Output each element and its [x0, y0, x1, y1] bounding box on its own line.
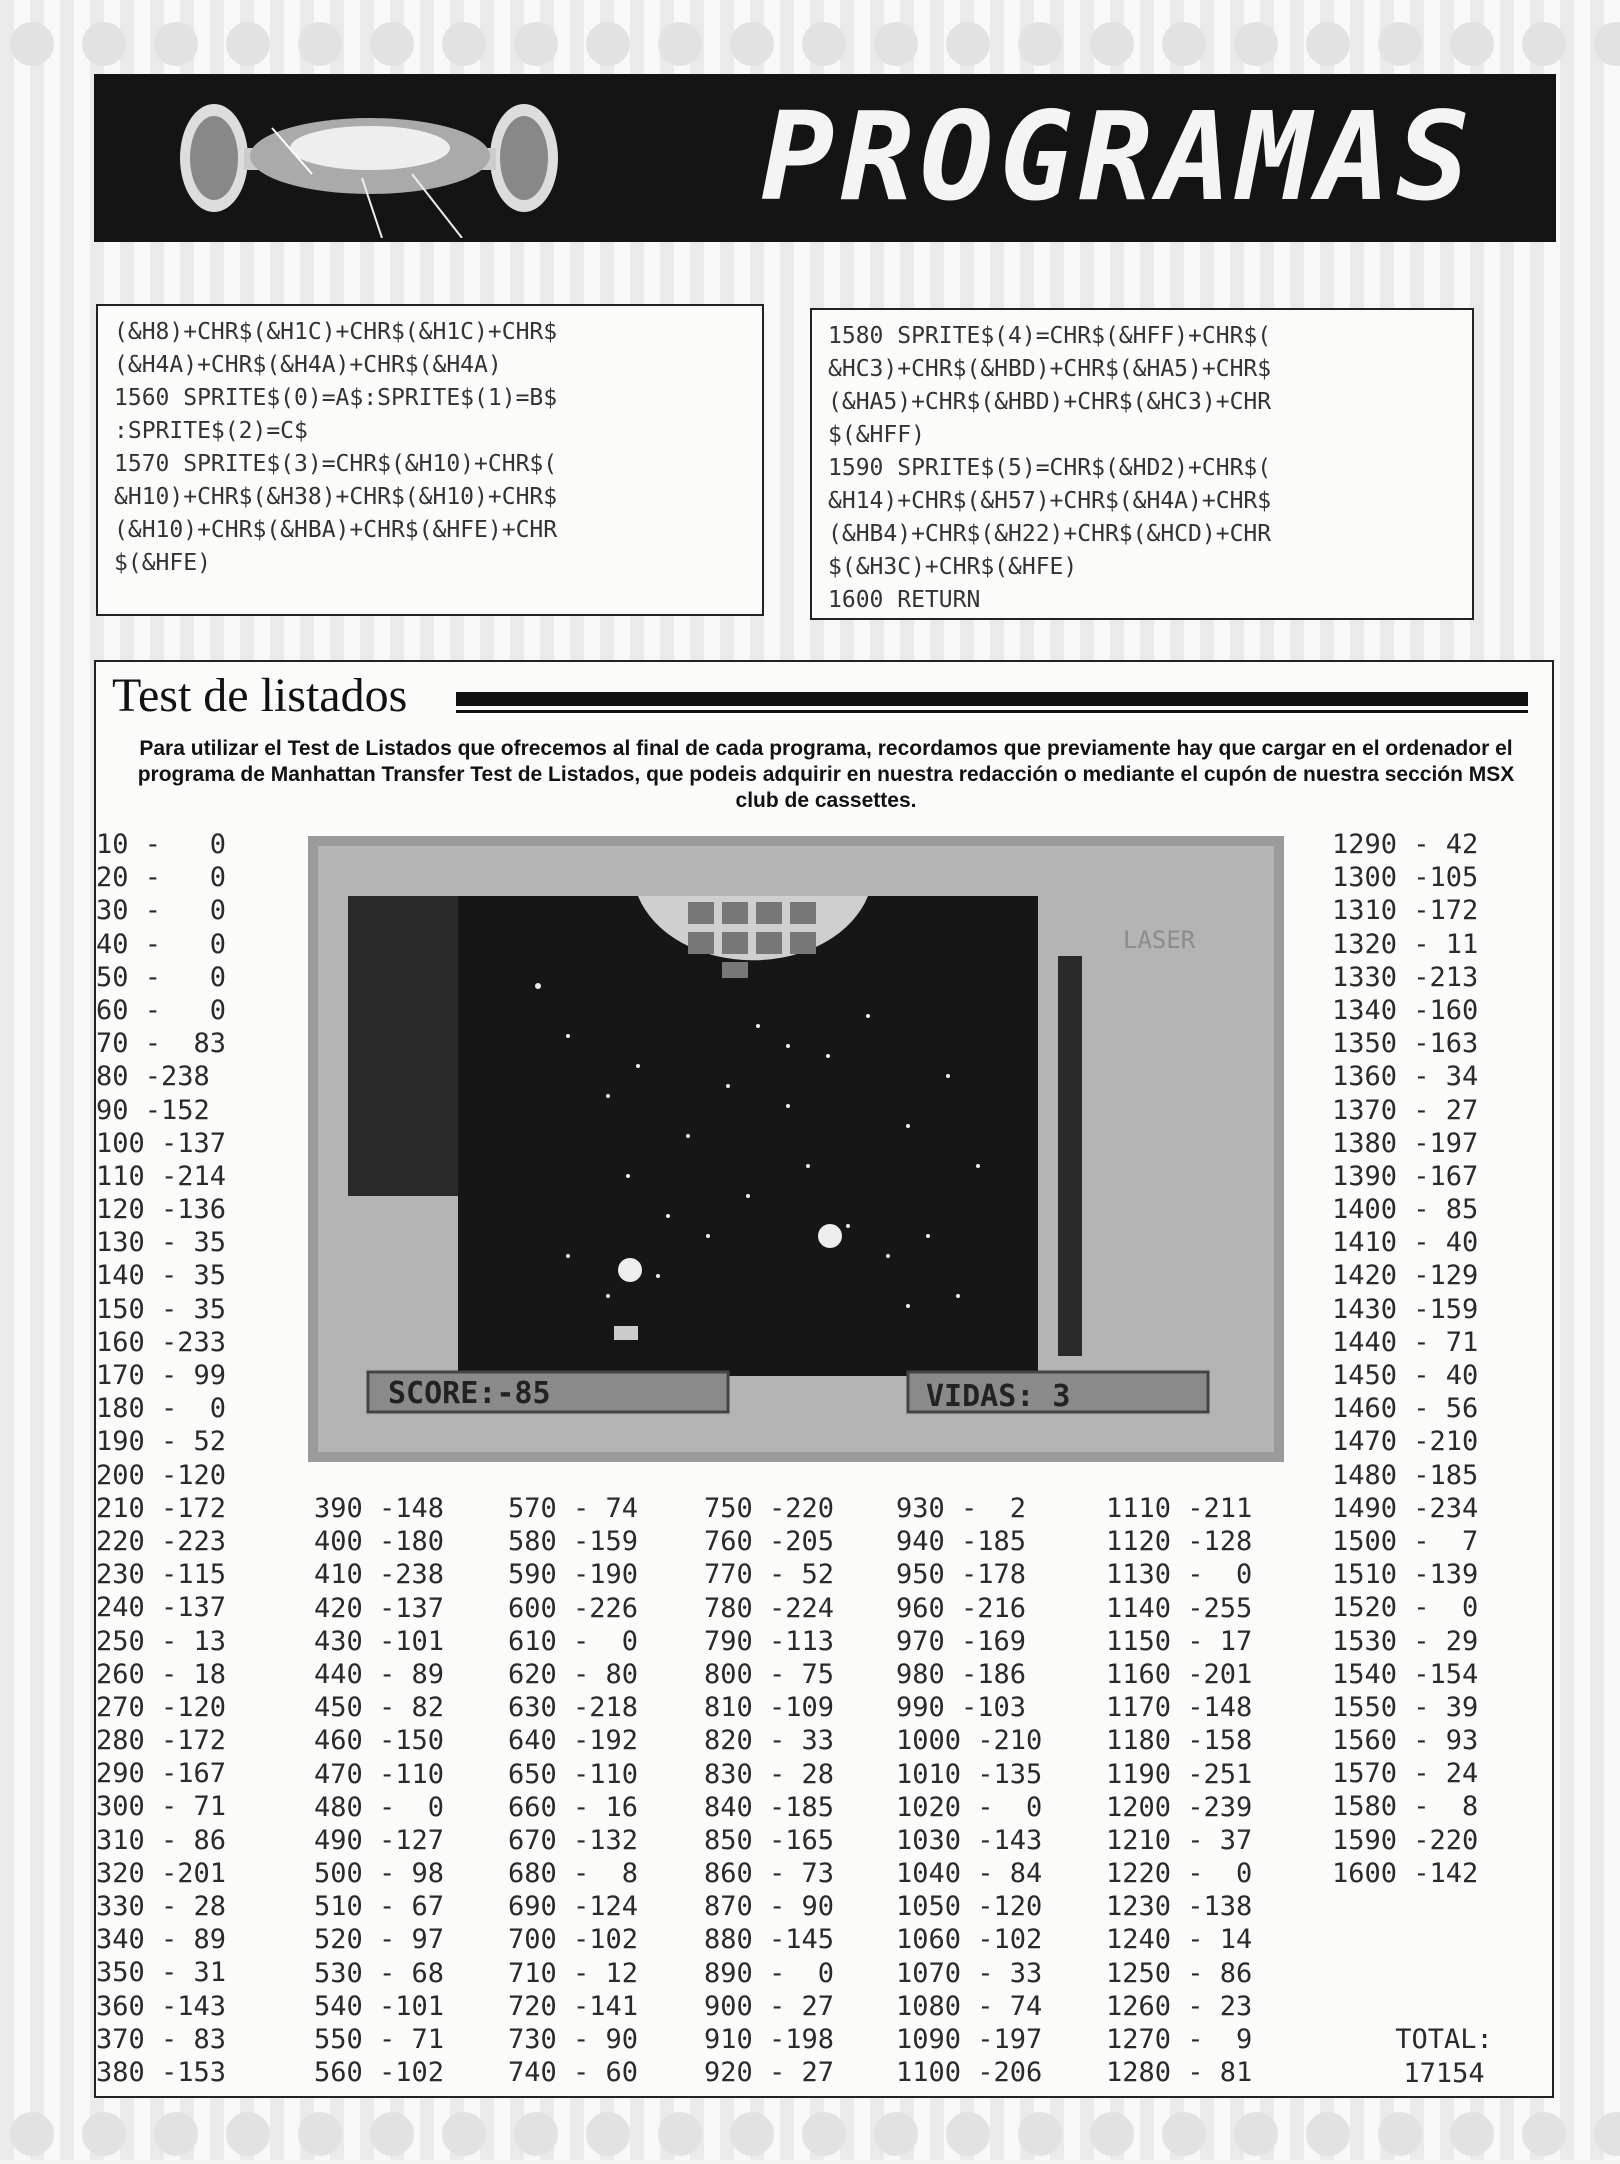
- checksum-row: 770 - 52: [704, 1559, 835, 1591]
- decorative-dot: [1234, 22, 1278, 66]
- checksum-row: 190 - 52: [96, 1426, 227, 1458]
- checksum-row: 1460 - 56: [1332, 1393, 1479, 1425]
- decorative-dot: [370, 22, 414, 66]
- code-line: (&HB4)+CHR$(&H22)+CHR$(&HCD)+CHR: [828, 521, 1272, 547]
- checksum-row: 570 - 74: [508, 1493, 639, 1524]
- checksum-row: 490 -127: [314, 1824, 445, 1856]
- checksum-row: 1550 - 39: [1332, 1691, 1479, 1723]
- title-rule-thin: [456, 710, 1528, 713]
- checksum-row: 1350 -163: [1332, 1028, 1479, 1060]
- checksum-row: 10 - 0: [96, 829, 227, 860]
- code-line: $(&HFF): [828, 422, 925, 448]
- checksum-row: 890 - 0: [704, 1957, 835, 1989]
- checksum-row: 1410 - 40: [1332, 1227, 1479, 1259]
- checksum-row: 1190 -251: [1106, 1758, 1253, 1790]
- checksum-row: 820 - 33: [704, 1725, 835, 1757]
- decorative-dot: [154, 2112, 198, 2156]
- decorative-dot: [1306, 2112, 1350, 2156]
- checksum-row: 1560 - 93: [1332, 1725, 1479, 1757]
- checksum-row: 100 -137: [96, 1127, 227, 1159]
- checksum-row: 1430 -159: [1332, 1293, 1479, 1325]
- decorative-dot: [586, 22, 630, 66]
- checksum-row: 260 - 18: [96, 1658, 227, 1690]
- checksum-row: 1310 -172: [1332, 895, 1479, 927]
- checksum-row: 350 - 31: [96, 1957, 227, 1989]
- checksum-row: 480 - 0: [314, 1791, 445, 1823]
- checksum-row: 840 -185: [704, 1791, 835, 1823]
- checksum-row: 1510 -139: [1332, 1559, 1479, 1591]
- decorative-dot: [802, 22, 846, 66]
- decorative-dot: [1306, 22, 1350, 66]
- intro-paragraph: Para utilizar el Test de Listados que ofrecemos al final de cada programa, recordamos que previamente hay que cargar en el ordenador el programa de Manhattan Transfer Test de Listados, que podeis adquirir en nuestra redacción o mediante el cupón de nuestra sección MSX club de cassettes.: [137, 737, 1515, 812]
- checksum-row: 1330 -213: [1332, 961, 1479, 993]
- checksum-row: 140 - 35: [96, 1260, 227, 1292]
- decorative-dot: [586, 2112, 630, 2156]
- checksum-row: 880 -145: [704, 1924, 835, 1956]
- decorative-dot: [1090, 2112, 1134, 2156]
- checksum-row: 970 -169: [896, 1625, 1027, 1657]
- checksum-row: 590 -190: [508, 1559, 639, 1591]
- checksum-row: 220 -223: [96, 1525, 227, 1557]
- checksum-row: 280 -172: [96, 1725, 227, 1757]
- decorative-dot: [82, 2112, 126, 2156]
- checksum-row: 1260 - 23: [1106, 1990, 1253, 2022]
- laser-label: LASER: [1123, 926, 1196, 954]
- checksum-row: 170 - 99: [96, 1360, 227, 1391]
- decorative-dot: [442, 2112, 486, 2156]
- checksum-row: 1040 - 84: [896, 1858, 1043, 1890]
- total-label: TOTAL:: [1395, 2024, 1493, 2055]
- checksum-row: 1140 -255: [1106, 1592, 1253, 1624]
- code-listing-left: [96, 304, 764, 616]
- decorative-dot: [802, 2112, 846, 2156]
- checksum-row: 940 -185: [896, 1526, 1027, 1558]
- checksum-row: 1180 -158: [1106, 1725, 1253, 1757]
- checksum-row: 150 - 35: [96, 1293, 227, 1325]
- code-line: 1560 SPRITE$(0)=A$:SPRITE$(1)=B$: [114, 385, 558, 411]
- decorative-dot: [1450, 22, 1494, 66]
- checksum-row: 930 - 2: [896, 1493, 1027, 1524]
- decorative-dot: [946, 22, 990, 66]
- checksum-row: 680 - 8: [508, 1858, 639, 1890]
- checksum-row: 710 - 12: [508, 1957, 639, 1989]
- code-line: (&H4A)+CHR$(&H4A)+CHR$(&H4A): [114, 352, 502, 378]
- checksum-row: 130 - 35: [96, 1227, 227, 1259]
- checksum-row: 320 -201: [96, 1857, 227, 1889]
- checksum-row: 550 - 71: [314, 2024, 445, 2055]
- decorative-dot: [1018, 22, 1062, 66]
- checksum-row: 1010 -135: [896, 1758, 1043, 1790]
- decorative-dot: [1162, 22, 1206, 66]
- checksum-row: 1050 -120: [896, 1891, 1043, 1923]
- decorative-dot: [730, 22, 774, 66]
- decorative-dot: [82, 22, 126, 66]
- total-value: 17154: [1403, 2058, 1485, 2089]
- decorative-dot: [1378, 2112, 1422, 2156]
- decorative-dot: [298, 22, 342, 66]
- decorative-dot: [514, 22, 558, 66]
- checksum-row: 790 -113: [704, 1625, 835, 1657]
- checksum-row: 1200 -239: [1106, 1791, 1253, 1823]
- checksum-row: 860 - 73: [704, 1858, 835, 1890]
- checksum-row: 340 - 89: [96, 1924, 227, 1956]
- checksum-row: 1070 - 33: [896, 1957, 1043, 1989]
- checksum-row: 1060 -102: [896, 1924, 1043, 1956]
- checksum-row: 640 -192: [508, 1725, 639, 1757]
- checksum-row: 720 -141: [508, 1990, 639, 2022]
- checksum-row: 1600 -142: [1332, 1857, 1479, 1889]
- checksum-row: 1420 -129: [1332, 1260, 1479, 1292]
- decorative-dot: [154, 22, 198, 66]
- checksum-row: 30 - 0: [96, 895, 227, 927]
- checksum-row: 250 - 13: [96, 1625, 227, 1657]
- checksum-row: 370 - 83: [96, 2023, 227, 2055]
- checksum-row: 780 -224: [704, 1592, 835, 1624]
- checksum-row: 760 -205: [704, 1526, 835, 1558]
- checksum-column: [508, 1492, 638, 2089]
- decorative-dot: [874, 2112, 918, 2156]
- decorative-dot: [658, 22, 702, 66]
- checksum-row: 1300 -105: [1332, 862, 1479, 894]
- checksum-row: 120 -136: [96, 1194, 227, 1226]
- checksum-row: 1150 - 17: [1106, 1625, 1253, 1657]
- checksum-row: 1400 - 85: [1332, 1194, 1479, 1226]
- decorative-dot: [370, 2112, 414, 2156]
- lives-label: VIDAS: 3: [926, 1379, 1071, 1414]
- code-line: 1600 RETURN: [828, 587, 981, 613]
- checksum-row: 290 -167: [96, 1758, 227, 1790]
- checksum-row: 740 - 60: [508, 2057, 639, 2089]
- checksum-row: 380 -153: [96, 2056, 227, 2088]
- checksum-row: 20 - 0: [96, 862, 227, 894]
- checksum-row: 520 - 97: [314, 1924, 445, 1956]
- checksum-row: 1020 - 0: [896, 1791, 1043, 1823]
- top-dot-row: [0, 14, 1620, 74]
- decorative-dot: [946, 2112, 990, 2156]
- checksum-row: 310 - 86: [96, 1824, 227, 1856]
- checksum-row: 1360 - 34: [1332, 1061, 1479, 1093]
- code-line: 1590 SPRITE$(5)=CHR$(&HD2)+CHR$(: [828, 455, 1272, 481]
- checksum-row: 440 - 89: [314, 1658, 445, 1690]
- decorative-dot: [226, 2112, 270, 2156]
- checksum-row: 980 -186: [896, 1658, 1027, 1690]
- checksum-row: 540 -101: [314, 1990, 445, 2022]
- checksum-row: 1280 - 81: [1106, 2057, 1253, 2089]
- checksum-row: 1250 - 86: [1106, 1957, 1253, 1989]
- decorative-dot: [10, 22, 54, 66]
- checksum-row: 60 - 0: [96, 994, 227, 1026]
- checksum-row: 660 - 16: [508, 1791, 639, 1823]
- checksum-row: 1270 - 9: [1106, 2024, 1253, 2055]
- checksum-row: 1370 - 27: [1332, 1094, 1479, 1126]
- checksum-row: 1100 -206: [896, 2057, 1043, 2089]
- game-screenshot: [308, 836, 1284, 1462]
- checksum-row: 300 - 71: [96, 1791, 227, 1823]
- code-line: $(&HFE): [114, 550, 211, 576]
- code-line: (&HA5)+CHR$(&HBD)+CHR$(&HC3)+CHR: [828, 389, 1272, 415]
- checksum-row: 1570 - 24: [1332, 1758, 1479, 1790]
- checksum-column: [1332, 828, 1478, 1890]
- checksum-row: 1080 - 74: [896, 1990, 1043, 2022]
- checksum-row: 730 - 90: [508, 2024, 639, 2055]
- checksum-row: 870 - 90: [704, 1891, 835, 1923]
- checksum-row: 430 -101: [314, 1625, 445, 1657]
- checksum-row: 1470 -210: [1332, 1426, 1479, 1458]
- checksum-row: 650 -110: [508, 1758, 639, 1790]
- spaceship-illustration: [152, 88, 592, 238]
- decorative-dot: [1522, 22, 1566, 66]
- checksum-column: [704, 1492, 834, 2089]
- checksum-row: 1490 -234: [1332, 1492, 1479, 1524]
- checksum-row: 1210 - 37: [1106, 1824, 1253, 1856]
- decorative-dot: [1594, 22, 1620, 66]
- test-de-listados-section: [94, 660, 1554, 2098]
- decorative-dot: [1450, 2112, 1494, 2156]
- checksum-row: 810 -109: [704, 1692, 835, 1724]
- code-line: &HC3)+CHR$(&HBD)+CHR$(&HA5)+CHR$: [828, 356, 1272, 382]
- checksum-row: 690 -124: [508, 1891, 639, 1923]
- checksum-row: 1530 - 29: [1332, 1625, 1479, 1657]
- checksum-row: 1160 -201: [1106, 1658, 1253, 1690]
- title-rule: [456, 692, 1528, 706]
- checksum-row: 360 -143: [96, 1990, 227, 2022]
- decorative-dot: [1090, 22, 1134, 66]
- checksum-row: 110 -214: [96, 1160, 227, 1192]
- checksum-row: 420 -137: [314, 1592, 445, 1624]
- checksum-row: 560 -102: [314, 2057, 445, 2089]
- code-line: $(&H3C)+CHR$(&HFE): [828, 554, 1078, 580]
- checksum-row: 1580 - 8: [1332, 1791, 1479, 1823]
- checksum-row: 1000 -210: [896, 1725, 1043, 1757]
- decorative-dot: [1018, 2112, 1062, 2156]
- checksum-row: 400 -180: [314, 1526, 445, 1558]
- checksum-row: 410 -238: [314, 1559, 445, 1591]
- checksum-row: 80 -238: [96, 1061, 210, 1093]
- checksum-row: 1540 -154: [1332, 1658, 1479, 1690]
- checksum-row: 1450 - 40: [1332, 1360, 1479, 1391]
- code-line: 1580 SPRITE$(4)=CHR$(&HFF)+CHR$(: [828, 323, 1272, 349]
- checksum-row: 90 -152: [96, 1094, 210, 1126]
- code-line: (&H10)+CHR$(&HBA)+CHR$(&HFE)+CHR: [114, 517, 558, 543]
- decorative-dot: [730, 2112, 774, 2156]
- checksum-row: 1480 -185: [1332, 1459, 1479, 1491]
- checksum-row: 800 - 75: [704, 1658, 835, 1690]
- checksum-row: 1590 -220: [1332, 1824, 1479, 1856]
- code-listing-right: [810, 308, 1474, 620]
- checksum-row: 270 -120: [96, 1691, 227, 1723]
- checksum-column: [896, 1492, 1042, 2089]
- bottom-dot-row: [0, 2104, 1620, 2164]
- checksum-row: 630 -218: [508, 1692, 639, 1724]
- checksum-row: 50 - 0: [96, 961, 227, 993]
- code-line: :SPRITE$(2)=C$: [114, 418, 308, 444]
- checksum-row: 1030 -143: [896, 1824, 1043, 1856]
- decorative-dot: [10, 2112, 54, 2156]
- checksum-row: 1240 - 14: [1106, 1924, 1253, 1956]
- decorative-dot: [226, 22, 270, 66]
- checksum-row: 510 - 67: [314, 1891, 445, 1923]
- checksum-row: 450 - 82: [314, 1692, 445, 1724]
- checksum-row: 1110 -211: [1106, 1493, 1253, 1524]
- score-label: SCORE:-85: [388, 1376, 551, 1411]
- decorative-dot: [1594, 2112, 1620, 2156]
- checksum-row: 1520 - 0: [1332, 1592, 1479, 1624]
- code-line: (&H8)+CHR$(&H1C)+CHR$(&H1C)+CHR$: [114, 319, 558, 345]
- checksum-row: 670 -132: [508, 1824, 639, 1856]
- checksum-row: 460 -150: [314, 1725, 445, 1757]
- checksum-row: 620 - 80: [508, 1658, 639, 1690]
- checksum-row: 210 -172: [96, 1492, 227, 1524]
- checksum-row: 1130 - 0: [1106, 1559, 1253, 1591]
- checksum-row: 200 -120: [96, 1459, 227, 1491]
- decorative-dot: [1378, 22, 1422, 66]
- checksum-column: [1106, 1492, 1252, 2089]
- checksum-row: 700 -102: [508, 1924, 639, 1956]
- decorative-dot: [514, 2112, 558, 2156]
- code-line: &H14)+CHR$(&H57)+CHR$(&H4A)+CHR$: [828, 488, 1272, 514]
- decorative-dot: [442, 22, 486, 66]
- checksum-row: 750 -220: [704, 1493, 835, 1524]
- checksum-row: 1320 - 11: [1332, 928, 1479, 960]
- checksum-row: 330 - 28: [96, 1891, 227, 1922]
- checksum-column: [314, 1492, 444, 2089]
- checksum-row: 830 - 28: [704, 1758, 835, 1790]
- checksum-row: 1170 -148: [1106, 1692, 1253, 1724]
- checksum-row: 1290 - 42: [1332, 829, 1479, 860]
- code-line: &H10)+CHR$(&H38)+CHR$(&H10)+CHR$: [114, 484, 558, 510]
- checksum-row: 1090 -197: [896, 2024, 1043, 2055]
- checksum-row: 230 -115: [96, 1559, 227, 1591]
- checksum-row: 470 -110: [314, 1758, 445, 1790]
- checksum-row: 600 -226: [508, 1592, 639, 1624]
- checksum-row: 390 -148: [314, 1493, 445, 1524]
- checksum-row: 1390 -167: [1332, 1160, 1479, 1192]
- checksum-row: 1120 -128: [1106, 1526, 1253, 1558]
- checksum-row: 580 -159: [508, 1526, 639, 1558]
- section-title: Test de listados: [112, 669, 408, 722]
- checksum-row: 900 - 27: [704, 1990, 835, 2022]
- checksum-row: 610 - 0: [508, 1625, 639, 1657]
- checksum-row: 1500 - 7: [1332, 1525, 1479, 1557]
- checksum-row: 1220 - 0: [1106, 1858, 1253, 1890]
- checksum-row: 990 -103: [896, 1692, 1027, 1724]
- checksum-row: 1440 - 71: [1332, 1326, 1479, 1358]
- checksum-row: 1340 -160: [1332, 994, 1479, 1026]
- checksum-row: 960 -216: [896, 1592, 1027, 1624]
- decorative-dot: [874, 22, 918, 66]
- checksum-row: 500 - 98: [314, 1858, 445, 1890]
- checksum-row: 180 - 0: [96, 1393, 227, 1425]
- checksum-row: 40 - 0: [96, 928, 227, 960]
- checksum-row: 950 -178: [896, 1559, 1027, 1591]
- decorative-dot: [1522, 2112, 1566, 2156]
- checksum-column: [96, 828, 226, 2089]
- checksum-row: 850 -165: [704, 1824, 835, 1856]
- header-banner: [94, 74, 1556, 242]
- code-line: 1570 SPRITE$(3)=CHR$(&H10)+CHR$(: [114, 451, 558, 477]
- checksum-row: 910 -198: [704, 2024, 835, 2055]
- page-title: PROGRAMAS: [760, 86, 1476, 228]
- checksum-row: 1380 -197: [1332, 1127, 1479, 1159]
- decorative-dot: [1234, 2112, 1278, 2156]
- checksum-row: 530 - 68: [314, 1957, 445, 1989]
- checksum-row: 1230 -138: [1106, 1891, 1253, 1923]
- checksum-row: 920 - 27: [704, 2057, 835, 2089]
- checksum-row: 70 - 83: [96, 1028, 227, 1060]
- decorative-dot: [658, 2112, 702, 2156]
- checksum-row: 160 -233: [96, 1326, 227, 1358]
- decorative-dot: [1162, 2112, 1206, 2156]
- decorative-dot: [298, 2112, 342, 2156]
- checksum-row: 240 -137: [96, 1592, 227, 1624]
